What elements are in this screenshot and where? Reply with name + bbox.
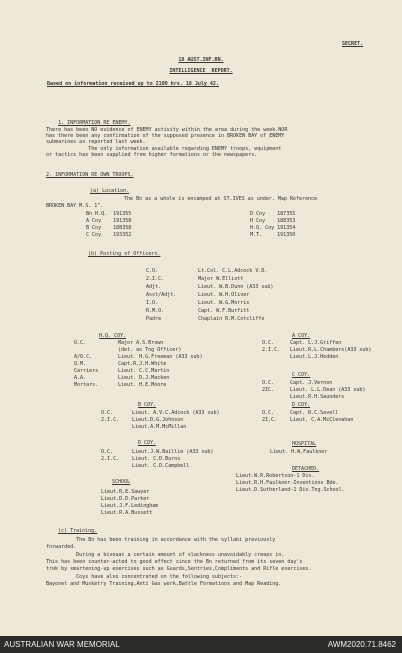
officer-name: Lt.Col. C.L.Adcock V.D.	[198, 268, 268, 274]
footer-accession-number: AWM2020.71.8462	[327, 640, 396, 649]
hospital-heading: HOSPITAL	[292, 441, 317, 447]
officer-name: Lieut. C.A.McClenahan	[290, 417, 354, 423]
location-entry: Bn H.Q. 191355	[86, 211, 132, 217]
officer-role: R.M.O.	[146, 308, 165, 314]
officer-role: 2I.C.	[262, 417, 278, 423]
footer-bar	[0, 636, 402, 653]
officer-name: Lieut. H.G.Freeman (A33 sub)	[118, 354, 203, 360]
officer-name: Lieut. C.C.Martin	[118, 368, 170, 374]
officer-name: Lieut. W.G.Morris	[198, 300, 250, 306]
unit-title: 18 AUST.INF.BN.	[178, 57, 224, 63]
officer-role: A/O.C.	[74, 354, 93, 360]
location-heading: (a) Location.	[90, 188, 130, 194]
officer-name: Lieut.D.G.Johnson	[132, 417, 184, 423]
location-entry: H.Q. Coy 191354	[250, 225, 296, 231]
officer-name: Lieut. L.L.Dean (A33 sub)	[290, 387, 366, 393]
map-reference-line: BROKEN BAY M.S. 1".	[46, 203, 104, 209]
training-line: This has been counter-acted to good effect since the Bn returned from its seven day's	[46, 559, 303, 565]
detached-line: Lieut.R.H.Faulkner-Inventions Bde.	[236, 480, 339, 486]
based-on-line: Based on information received up to 2100 hrs. 18 July 42.	[47, 81, 219, 87]
detached-line: Lieut.W.R.Robertson-1 Div.	[236, 473, 315, 479]
officer-name: Capt.R.J.H.White	[118, 361, 167, 367]
officer-role: O.C.	[101, 410, 114, 416]
b-coy-heading: B COY.	[138, 402, 157, 408]
officer-name: Lieut. H.E.Moore	[118, 382, 167, 388]
classification-mark: SECRET.	[342, 41, 364, 47]
school-line: Lieut.R.E.Sawyer	[101, 489, 150, 495]
officer-role: Padre	[146, 316, 162, 322]
officer-name: Lieut. H.W.Faulkner	[270, 449, 328, 455]
training-line: During a bivouac a certain amount of slackness unavoidably creeps in.	[46, 552, 285, 558]
officer-name: Major A.S.Brown	[118, 340, 164, 346]
location-entry: D Coy 187355	[250, 211, 296, 217]
school-line: Lieut.D.D.Parker	[101, 496, 150, 502]
footer-source: AUSTRALIAN WAR MEMORIAL	[4, 640, 120, 649]
a-coy-heading: A COY.	[292, 333, 311, 339]
location-entry: C Coy 193352	[86, 232, 132, 238]
officer-role: A.A.	[74, 375, 87, 381]
school-line: Lieut.J.F.Ledingham	[101, 503, 159, 509]
officer-name: Lieut. C.D.Campbell	[132, 463, 190, 469]
section2-heading: 2. INFORMATION RE OWN TROOPS.	[46, 172, 134, 178]
officer-role: I.O.	[146, 300, 159, 306]
officer-role: Q.M.	[74, 361, 87, 367]
location-entry: A Coy 191358	[86, 218, 132, 224]
location-line: The Bn as a whole is encamped at ST.IVES as under. Map Reference	[124, 196, 318, 202]
report-title: INTELLIGENCE REPORT.	[169, 68, 233, 74]
officer-role: Mortars.	[74, 382, 99, 388]
training-heading: (c) Training.	[58, 528, 98, 534]
officer-name: Capt. W.F.Burfitt	[198, 308, 250, 314]
posting-heading: (b) Posting of Officers.	[88, 251, 161, 257]
d-coy-heading: D COY.	[138, 440, 157, 446]
section1-line: has there been any confirmation of the supposed presence in BROKEN BAY of ENEMY	[46, 133, 285, 139]
officer-name: Lieut. W.H.Oliver	[198, 292, 250, 298]
officer-name: Lieut. W.B.Dunn (A33 sub)	[198, 284, 274, 290]
location-entry: H Coy 188353	[250, 218, 296, 224]
officer-role: 2.I.C.	[101, 417, 120, 423]
section1-line: or tactics has been supplied from higher formations or the newspapers.	[46, 152, 258, 158]
officer-role: O.C.	[101, 449, 114, 455]
officer-name: Lieut.R.L.Chambers(A33 sub)	[290, 347, 372, 353]
location-entry: M.T. 191350	[250, 232, 296, 238]
officer-role: O.C.	[74, 340, 87, 346]
officer-role: 2.I.C.	[101, 456, 120, 462]
officer-name: Capt. J.Vernon	[290, 380, 333, 386]
officer-role: C.O.	[146, 268, 159, 274]
location-entry: B Coy 188358	[86, 225, 132, 231]
detached-line: Lieut.D.Sutherland-1 Div.Tng.School.	[236, 487, 345, 493]
training-line: Bayonet and Musketry Training,Anti Gas work,Battle Formations and Map Reading.	[46, 581, 282, 587]
c-coy-heading: C COY.	[292, 372, 311, 378]
officer-name: Lieut. A.V.C.Adcock (A33 sub)	[132, 410, 220, 416]
officer-role: 2.I.C.	[262, 347, 281, 353]
officer-name: (det. as Tng Officer)	[118, 347, 182, 353]
officer-name: Capt. R.C.Savell	[290, 410, 339, 416]
training-line: The Bn has been training in accordance with the syllabi previously	[46, 537, 276, 543]
section1-line: submarines as reported last week.	[46, 139, 146, 145]
training-line: trek by smartening-up exercises such as Guards,Sentries,Compliments and Rifle exercises.	[46, 566, 312, 572]
section1-line: The only information available regarding ENEMY troops, equipment	[46, 146, 282, 152]
officer-name: Lieut. D.J.Macken	[118, 375, 170, 381]
officer-name: Lieut.J.W.Baillie (A33 sub)	[132, 449, 214, 455]
officer-role: O.C.	[262, 340, 275, 346]
d-coy-heading: D COY.	[292, 402, 311, 408]
training-line: Coys have also concentrated on the following subjects:-	[46, 574, 243, 580]
detached-heading: DETACHED.	[292, 466, 320, 472]
officer-name: Lieut.R.H.Saunders	[290, 394, 345, 400]
officer-role: Adjt.	[146, 284, 162, 290]
training-line: forwarded.	[46, 544, 77, 550]
officer-role: O.C.	[262, 380, 275, 386]
officer-name: Lieut.L.J.Hedden	[290, 354, 339, 360]
officer-role: 2IC.	[262, 387, 275, 393]
officer-name: Lieut.A.M.McMillan	[132, 424, 187, 430]
section1-line: There has been NO evidence of ENEMY activity within the area during the week.NOR	[46, 127, 288, 133]
school-heading: SCHOOL	[112, 479, 131, 485]
officer-name: Major W.Elliott	[198, 276, 244, 282]
officer-role: Asst/Adjt.	[146, 292, 177, 298]
hq-coy-heading: H.Q. COY.	[99, 333, 127, 339]
section1-heading: 1. INFORMATION RE ENEMY.	[58, 120, 131, 126]
officer-name: Chaplain R.M.Cotcliffe	[198, 316, 265, 322]
officer-role: Carriers	[74, 368, 99, 374]
school-line: Lieut.R.A.Bussett	[101, 510, 153, 516]
officer-name: Lieut. C.D.Burns	[132, 456, 181, 462]
officer-name: Capt. L.J.Griffen	[290, 340, 342, 346]
officer-role: O.C.	[262, 410, 275, 416]
officer-role: 2.I.C.	[146, 276, 165, 282]
